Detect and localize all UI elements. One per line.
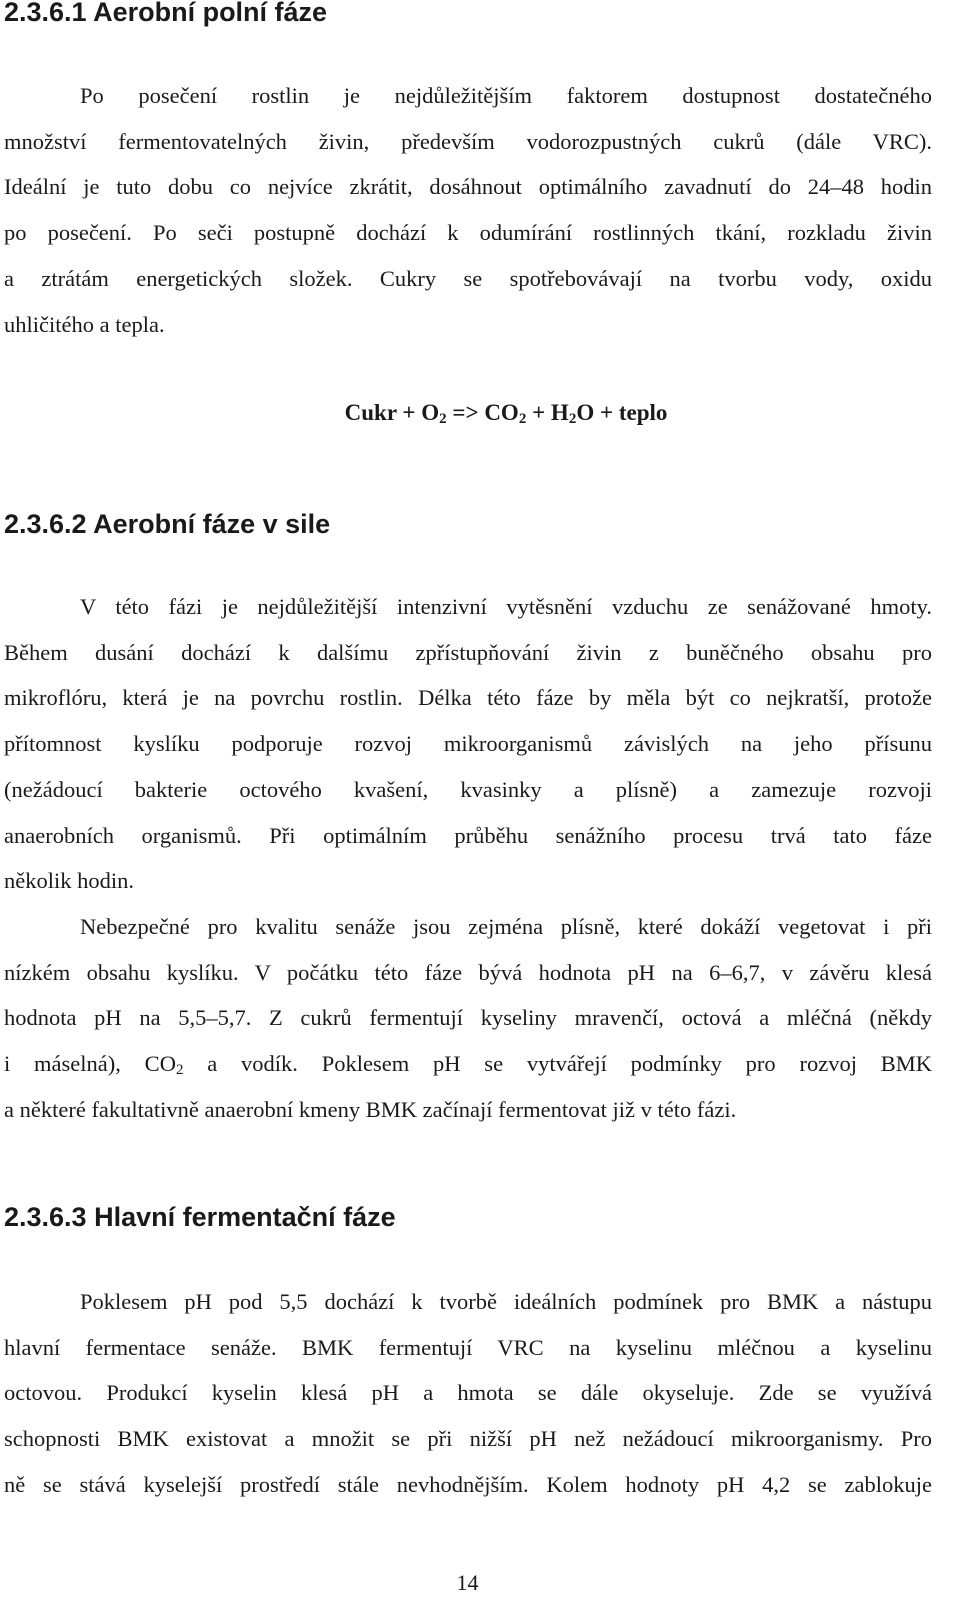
text-line: několik hodin.	[4, 868, 134, 894]
text-line: Nebezpečné pro kvalitu senáže jsou zejména plísně, které dokáží vegetovat i při	[80, 914, 932, 939]
text-line: octovou. Produkcí kyselin klesá pH a hmota se dále okyseluje. Zde se využívá	[4, 1380, 932, 1406]
page-number: 14	[456, 1570, 479, 1595]
text-line: Poklesem pH pod 5,5 dochází k tvorbě ideálních podmínek pro BMK a nástupu	[80, 1289, 932, 1314]
text-line: ně se stává kyselejší prostředí stále nevhodnějším. Kolem hodnoty pH 4,2 se zablokuje	[4, 1471, 932, 1497]
text-line	[4, 1041, 932, 1087]
text-fragment: a vodík. Poklesem pH se vytvářejí podmínky pro rozvoj BMK	[183, 1051, 933, 1077]
equation-part: => CO	[446, 400, 519, 425]
text-line: V této fázi je nejdůležitější intenzivní vytěsnění vzduchu ze senážované hmoty.	[80, 594, 932, 619]
equation-subscript: 2	[439, 411, 447, 427]
text-line: nízkém obsahu kyslíku. V počátku této fáze bývá hodnota pH na 6–6,7, v závěru klesá	[4, 959, 932, 985]
heading-2-3-6-2: 2.3.6.2 Aerobní fáze v sile	[4, 509, 331, 539]
equation-part: O + teplo	[576, 400, 668, 425]
text-line: uhličitého a tepla.	[4, 311, 165, 337]
text-line: mikroflóru, která je na povrchu rostlin. Délka této fáze by měla být co nejkratší, protože	[4, 685, 932, 711]
text-line: hlavní fermentace senáže. BMK fermentují VRC na kyselinu mléčnou a kyselinu	[4, 1334, 932, 1360]
text-line: a některé fakultativně anaerobní kmeny BMK začínají fermentovat již v této fázi.	[4, 1096, 737, 1122]
equation-part: + H	[526, 400, 569, 425]
equation-part: Cukr + O	[344, 400, 440, 425]
equation-subscript: 2	[568, 411, 577, 427]
heading-2-3-6-3: 2.3.6.3 Hlavní fermentační fáze	[4, 1202, 396, 1232]
text-line: anaerobních organismů. Při optimálním průběhu senážního procesu trvá tato fáze	[4, 822, 932, 848]
text-fragment: i máselná), CO	[4, 1051, 176, 1077]
paragraph-hlavni-fermentacni-faze	[4, 1279, 932, 1508]
paragraph-plisne	[4, 904, 932, 1133]
text-line: a ztrátám energetických složek. Cukry se spotřebovávají na tvorbu vody, oxidu	[4, 265, 932, 291]
text-line: hodnota pH na 5,5–5,7. Z cukrů fermentují kyseliny mravenčí, octová a mléčná (někdy	[4, 1005, 932, 1031]
subscript: 2	[175, 1062, 184, 1079]
paragraph-aerobni-polni-faze	[4, 73, 932, 347]
text-line: po posečení. Po seči postupně dochází k odumírání rostlinných tkání, rozkladu živin	[4, 220, 932, 246]
heading-2-3-6-1: 2.3.6.1 Aerobní polní fáze	[4, 0, 328, 27]
text-line: množství fermentovatelných živin, především vodorozpustných cukrů (dále VRC).	[4, 128, 932, 154]
text-line: přítomnost kyslíku podporuje rozvoj mikroorganismů závislých na jeho přísunu	[4, 731, 932, 757]
paragraph-aerobni-faze-v-sile	[4, 584, 932, 904]
text-line: Po posečení rostlin je nejdůležitějším faktorem dostupnost dostatečného	[80, 83, 932, 108]
text-line: Ideální je tuto dobu co nejvíce zkrátit, dosáhnout optimálního zavadnutí do 24–48 hodin	[4, 174, 932, 200]
text-line: (nežádoucí bakterie octového kvašení, kvasinky a plísně) a zamezuje rozvoji	[4, 776, 932, 802]
chemical-equation	[0, 398, 960, 428]
text-line: schopnosti BMK existovat a množit se při nižší pH než nežádoucí mikroorganismy. Pro	[4, 1426, 932, 1452]
text-line: Během dusání dochází k dalšímu zpřístupňování živin z buněčného obsahu pro	[4, 639, 932, 665]
equation-subscript: 2	[518, 411, 527, 427]
